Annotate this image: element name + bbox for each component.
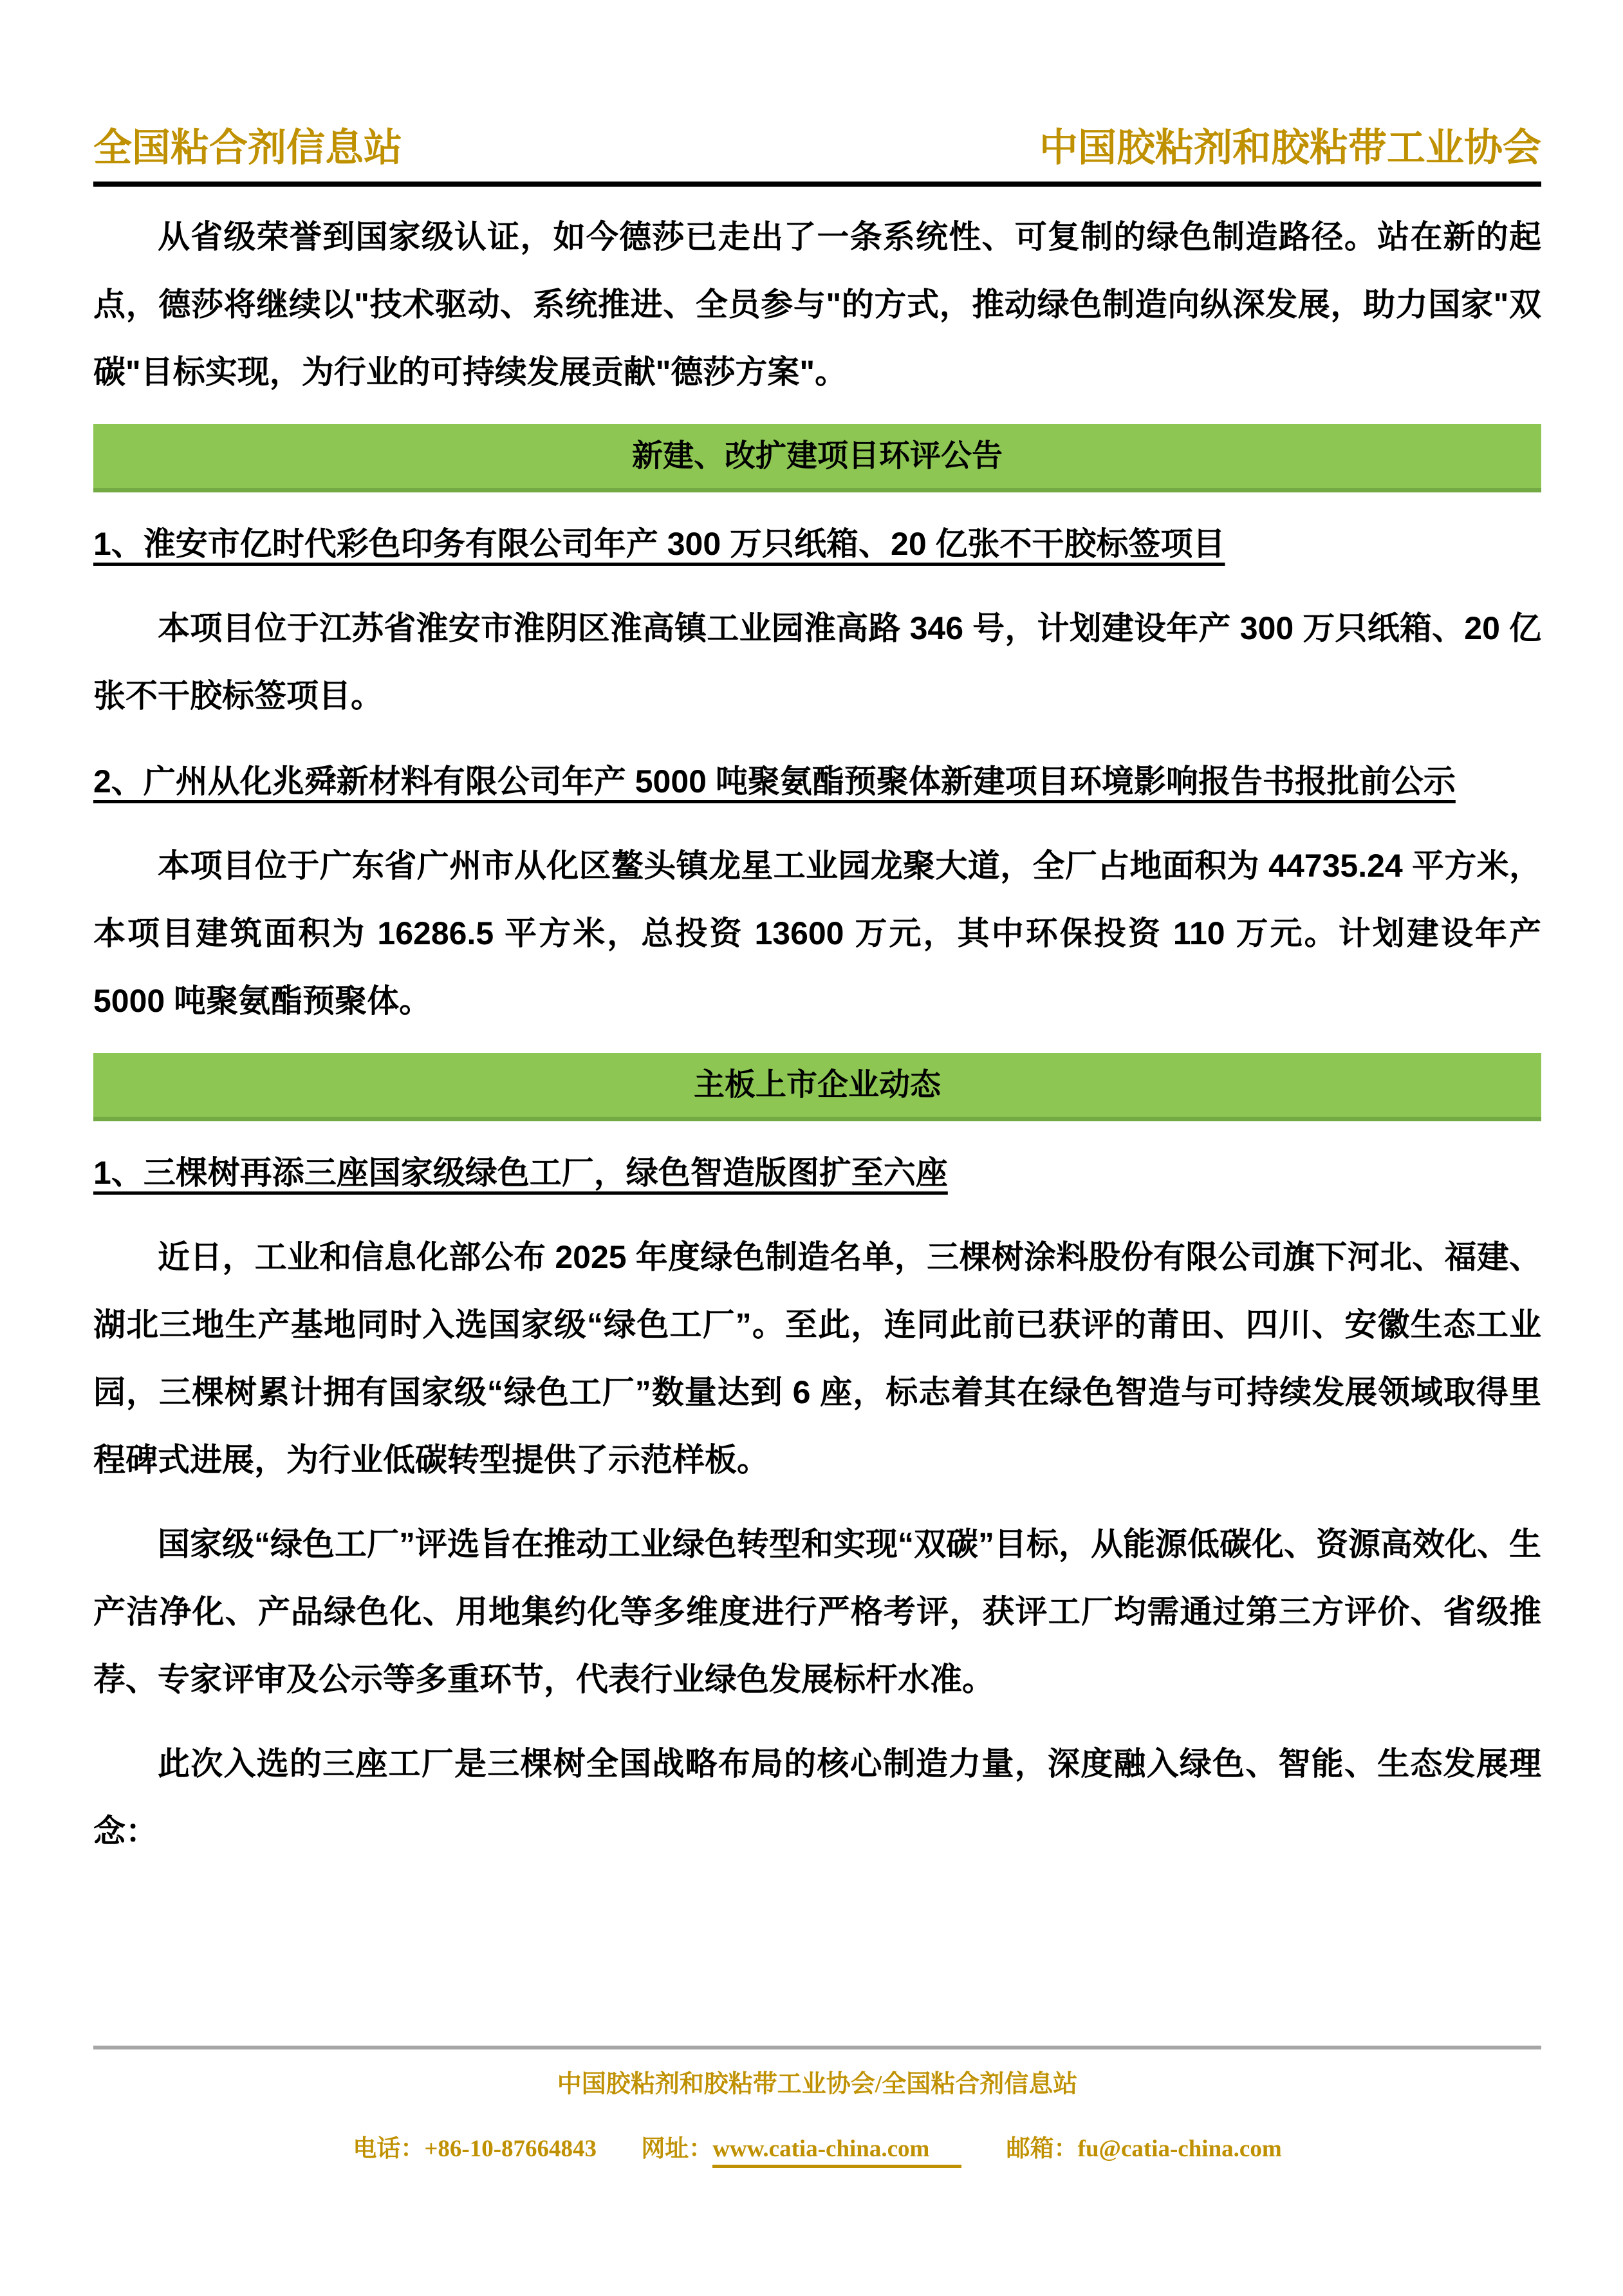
section-banner-mainboard-news: [93, 1053, 1541, 1121]
item-heading-huaian: 1、淮安市亿时代彩色印务有限公司年产 300 万只纸箱、20 亿张不干胶标签项目: [93, 526, 1225, 562]
header-right-title: 中国胶粘剂和胶粘带工业协会: [1039, 127, 1541, 169]
footer-email-value: fu@catia-china.com: [1077, 2136, 1282, 2162]
website-link[interactable]: www.catia-china.com: [712, 2136, 961, 2168]
page-footer: [93, 2046, 1541, 2163]
page-header: [93, 117, 1541, 173]
footer-org-line: 中国胶粘剂和胶粘带工业协会/全国粘合剂信息站: [557, 2071, 1078, 2098]
item-heading-guangzhou: 2、广州从化兆舜新材料有限公司年产 5000 吨聚氨酯预聚体新建项目环境影响报告书报批前公示: [93, 763, 1456, 799]
footer-contact-line: [93, 2129, 1541, 2163]
sankeshu-paragraph-3: 此次入选的三座工厂是三棵树全国战略布局的核心制造力量，深度融入绿色、智能、生态发展理念：: [93, 1746, 1541, 1849]
footer-phone-value: +86-10-87664843: [424, 2136, 597, 2162]
footer-email: [1006, 2136, 1282, 2162]
section-banner-env-announcements: [93, 424, 1541, 492]
footer-email-label: 邮箱：: [1006, 2136, 1078, 2162]
footer-phone-label: 电话：: [353, 2136, 425, 2162]
footer-phone: [353, 2136, 597, 2162]
item-body-guangzhou: 本项目位于广东省广州市从化区鳌头镇龙星工业园龙聚大道，全厂占地面积为 44735.24 平方米，本项目建筑面积为 16286.5 平方米，总投资 13600 万元，其中环保投资 110 万元。计划建设年产 5000 吨聚氨酯预聚体。: [93, 848, 1541, 1019]
intro-paragraph: 从省级荣誉到国家级认证，如今德莎已走出了一条系统性、可复制的绿色制造路径。站在新的起点，德莎将继续以"技术驱动、系统推进、全员参与"的方式，推动绿色制造向纵深发展，助力国家"双碳"目标实现，为行业的可持续发展贡献"德莎方案"。: [93, 219, 1541, 390]
footer-website: [641, 2136, 961, 2162]
item-body-huaian: 本项目位于江苏省淮安市淮阴区淮高镇工业园淮高路 346 号，计划建设年产 300 万只纸箱、20 亿张不干胶标签项目。: [93, 610, 1541, 714]
footer-divider-rule: [93, 2046, 1541, 2049]
section-banner-label: 新建、改扩建项目环评公告: [631, 439, 1003, 473]
footer-web-label: 网址：: [641, 2136, 713, 2162]
header-left-title: 全国粘合剂信息站: [93, 127, 402, 169]
sankeshu-paragraph-2: 国家级“绿色工厂”评选旨在推动工业绿色转型和实现“双碳”目标，从能源低碳化、资源高效化、生产洁净化、产品绿色化、用地集约化等多维度进行严格考评，获评工厂均需通过第三方评价、省级推荐、专家评审及公示等多重环节，代表行业绿色发展标杆水准。: [93, 1526, 1541, 1697]
header-divider-rule: [93, 182, 1541, 187]
sankeshu-paragraph-1: 近日，工业和信息化部公布 2025 年度绿色制造名单，三棵树涂料股份有限公司旗下河北、福建、湖北三地生产基地同时入选国家级“绿色工厂”。至此，连同此前已获评的莆田、四川、安徽生态工业园，三棵树累计拥有国家级“绿色工厂”数量达到 6 座，标志着其在绿色智造与可持续发展领域取得里程碑式进展，为行业低碳转型提供了示范样板。: [93, 1239, 1541, 1478]
item-heading-sankeshu: 1、三棵树再添三座国家级绿色工厂，绿色智造版图扩至六座: [93, 1155, 948, 1191]
section-banner-label: 主板上市企业动态: [693, 1068, 941, 1102]
